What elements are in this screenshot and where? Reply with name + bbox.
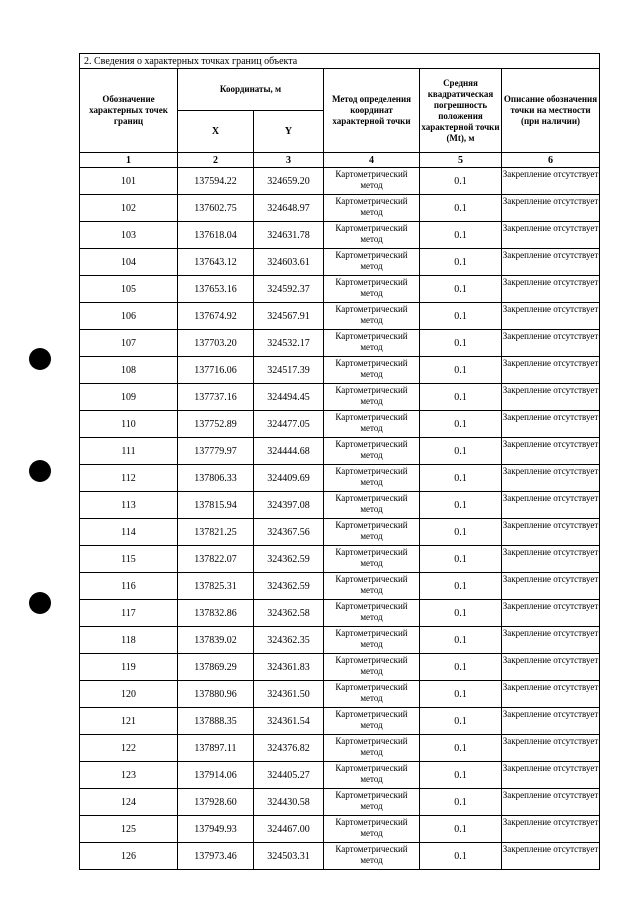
cell-accuracy: 0.1 [420, 735, 502, 762]
cell-y: 324631.78 [254, 222, 324, 249]
cell-point-id: 120 [80, 681, 178, 708]
cell-x: 137914.06 [178, 762, 254, 789]
cell-accuracy: 0.1 [420, 276, 502, 303]
table-row [80, 762, 600, 789]
cell-point-id: 105 [80, 276, 178, 303]
cell-description: Закрепление отсутствует [502, 735, 600, 762]
cell-method: Картометрический метод [324, 276, 420, 303]
cell-point-id: 123 [80, 762, 178, 789]
cell-accuracy: 0.1 [420, 600, 502, 627]
cell-method: Картометрический метод [324, 168, 420, 195]
table-row [80, 627, 600, 654]
cell-x: 137888.35 [178, 708, 254, 735]
table-row [80, 546, 600, 573]
cell-method: Картометрический метод [324, 222, 420, 249]
cell-y: 324409.69 [254, 465, 324, 492]
header-point: Обозначение характерных точек границ [80, 69, 178, 153]
section-title: 2. Сведения о характерных точках границ объекта [80, 54, 600, 69]
table-row [80, 708, 600, 735]
cell-x: 137779.97 [178, 438, 254, 465]
cell-y: 324361.83 [254, 654, 324, 681]
cell-point-id: 111 [80, 438, 178, 465]
column-number: 1 [80, 153, 178, 168]
cell-x: 137832.86 [178, 600, 254, 627]
cell-description: Закрепление отсутствует [502, 519, 600, 546]
cell-accuracy: 0.1 [420, 681, 502, 708]
cell-description: Закрепление отсутствует [502, 492, 600, 519]
cell-method: Картометрический метод [324, 465, 420, 492]
table-row [80, 789, 600, 816]
cell-point-id: 106 [80, 303, 178, 330]
cell-y: 324362.59 [254, 573, 324, 600]
cell-method: Картометрический метод [324, 249, 420, 276]
header-coords: Координаты, м [178, 69, 324, 111]
cell-method: Картометрический метод [324, 843, 420, 870]
cell-accuracy: 0.1 [420, 168, 502, 195]
cell-y: 324362.58 [254, 600, 324, 627]
cell-y: 324517.39 [254, 357, 324, 384]
table-row [80, 438, 600, 465]
cell-description: Закрепление отсутствует [502, 195, 600, 222]
cell-method: Картометрический метод [324, 519, 420, 546]
column-numbers-row [80, 153, 600, 168]
cell-accuracy: 0.1 [420, 843, 502, 870]
cell-description: Закрепление отсутствует [502, 465, 600, 492]
cell-point-id: 122 [80, 735, 178, 762]
cell-description: Закрепление отсутствует [502, 708, 600, 735]
cell-point-id: 112 [80, 465, 178, 492]
cell-y: 324592.37 [254, 276, 324, 303]
cell-x: 137752.89 [178, 411, 254, 438]
cell-y: 324444.68 [254, 438, 324, 465]
cell-x: 137839.02 [178, 627, 254, 654]
cell-x: 137602.75 [178, 195, 254, 222]
cell-accuracy: 0.1 [420, 627, 502, 654]
header-method: Метод определения координат характерной точки [324, 69, 420, 153]
table-row [80, 519, 600, 546]
cell-method: Картометрический метод [324, 195, 420, 222]
cell-point-id: 125 [80, 816, 178, 843]
cell-y: 324477.05 [254, 411, 324, 438]
cell-description: Закрепление отсутствует [502, 600, 600, 627]
cell-description: Закрепление отсутствует [502, 573, 600, 600]
cell-method: Картометрический метод [324, 789, 420, 816]
cell-description: Закрепление отсутствует [502, 627, 600, 654]
cell-y: 324361.50 [254, 681, 324, 708]
table-row [80, 249, 600, 276]
cell-y: 324659.20 [254, 168, 324, 195]
binder-hole [29, 592, 51, 614]
cell-description: Закрепление отсутствует [502, 762, 600, 789]
cell-x: 137643.12 [178, 249, 254, 276]
cell-description: Закрепление отсутствует [502, 303, 600, 330]
cell-point-id: 113 [80, 492, 178, 519]
cell-description: Закрепление отсутствует [502, 546, 600, 573]
cell-x: 137653.16 [178, 276, 254, 303]
table-row [80, 222, 600, 249]
boundary-points-table [79, 53, 600, 870]
cell-accuracy: 0.1 [420, 303, 502, 330]
cell-y: 324362.59 [254, 546, 324, 573]
cell-accuracy: 0.1 [420, 654, 502, 681]
cell-accuracy: 0.1 [420, 195, 502, 222]
table-row [80, 816, 600, 843]
cell-method: Картометрический метод [324, 303, 420, 330]
cell-point-id: 124 [80, 789, 178, 816]
cell-x: 137928.60 [178, 789, 254, 816]
cell-point-id: 109 [80, 384, 178, 411]
cell-description: Закрепление отсутствует [502, 654, 600, 681]
table-row [80, 492, 600, 519]
cell-method: Картометрический метод [324, 654, 420, 681]
cell-accuracy: 0.1 [420, 465, 502, 492]
cell-method: Картометрический метод [324, 546, 420, 573]
cell-accuracy: 0.1 [420, 816, 502, 843]
cell-x: 137716.06 [178, 357, 254, 384]
cell-x: 137594.22 [178, 168, 254, 195]
table-row [80, 681, 600, 708]
table-row [80, 411, 600, 438]
cell-method: Картометрический метод [324, 384, 420, 411]
cell-x: 137949.93 [178, 816, 254, 843]
cell-y: 324648.97 [254, 195, 324, 222]
table-row [80, 168, 600, 195]
cell-accuracy: 0.1 [420, 789, 502, 816]
cell-description: Закрепление отсутствует [502, 249, 600, 276]
cell-point-id: 108 [80, 357, 178, 384]
cell-point-id: 118 [80, 627, 178, 654]
header-y: Y [254, 111, 324, 153]
table-row [80, 600, 600, 627]
table-row [80, 573, 600, 600]
cell-x: 137806.33 [178, 465, 254, 492]
cell-point-id: 107 [80, 330, 178, 357]
cell-accuracy: 0.1 [420, 411, 502, 438]
cell-accuracy: 0.1 [420, 438, 502, 465]
cell-y: 324362.35 [254, 627, 324, 654]
cell-method: Картометрический метод [324, 735, 420, 762]
table-body [80, 168, 600, 870]
cell-x: 137825.31 [178, 573, 254, 600]
table-row [80, 195, 600, 222]
column-number: 6 [502, 153, 600, 168]
cell-point-id: 117 [80, 600, 178, 627]
cell-x: 137973.46 [178, 843, 254, 870]
cell-point-id: 101 [80, 168, 178, 195]
cell-accuracy: 0.1 [420, 249, 502, 276]
table-row [80, 357, 600, 384]
cell-description: Закрепление отсутствует [502, 681, 600, 708]
cell-y: 324430.58 [254, 789, 324, 816]
cell-description: Закрепление отсутствует [502, 843, 600, 870]
cell-x: 137897.11 [178, 735, 254, 762]
table-row [80, 330, 600, 357]
cell-accuracy: 0.1 [420, 762, 502, 789]
cell-description: Закрепление отсутствует [502, 168, 600, 195]
cell-x: 137618.04 [178, 222, 254, 249]
cell-accuracy: 0.1 [420, 384, 502, 411]
cell-method: Картометрический метод [324, 600, 420, 627]
cell-method: Картометрический метод [324, 627, 420, 654]
cell-accuracy: 0.1 [420, 222, 502, 249]
binder-hole [29, 348, 51, 370]
cell-method: Картометрический метод [324, 438, 420, 465]
cell-method: Картометрический метод [324, 762, 420, 789]
cell-y: 324494.45 [254, 384, 324, 411]
cell-x: 137815.94 [178, 492, 254, 519]
cell-description: Закрепление отсутствует [502, 411, 600, 438]
cell-y: 324397.08 [254, 492, 324, 519]
cell-description: Закрепление отсутствует [502, 816, 600, 843]
cell-description: Закрепление отсутствует [502, 384, 600, 411]
cell-method: Картометрический метод [324, 357, 420, 384]
cell-description: Закрепление отсутствует [502, 330, 600, 357]
table-row [80, 384, 600, 411]
cell-x: 137737.16 [178, 384, 254, 411]
cell-x: 137703.20 [178, 330, 254, 357]
cell-accuracy: 0.1 [420, 519, 502, 546]
cell-accuracy: 0.1 [420, 708, 502, 735]
document-page [79, 53, 599, 870]
cell-method: Картометрический метод [324, 681, 420, 708]
cell-y: 324503.31 [254, 843, 324, 870]
cell-point-id: 126 [80, 843, 178, 870]
cell-point-id: 116 [80, 573, 178, 600]
cell-accuracy: 0.1 [420, 546, 502, 573]
cell-point-id: 114 [80, 519, 178, 546]
table-row [80, 276, 600, 303]
cell-method: Картометрический метод [324, 330, 420, 357]
column-number: 3 [254, 153, 324, 168]
cell-description: Закрепление отсутствует [502, 276, 600, 303]
cell-point-id: 119 [80, 654, 178, 681]
cell-x: 137821.25 [178, 519, 254, 546]
cell-description: Закрепление отсутствует [502, 438, 600, 465]
column-number: 4 [324, 153, 420, 168]
binder-hole [29, 460, 51, 482]
cell-accuracy: 0.1 [420, 330, 502, 357]
cell-accuracy: 0.1 [420, 357, 502, 384]
table-row [80, 843, 600, 870]
cell-y: 324603.61 [254, 249, 324, 276]
cell-point-id: 115 [80, 546, 178, 573]
cell-description: Закрепление отсутствует [502, 222, 600, 249]
table-row [80, 465, 600, 492]
cell-y: 324532.17 [254, 330, 324, 357]
cell-y: 324405.27 [254, 762, 324, 789]
cell-accuracy: 0.1 [420, 492, 502, 519]
cell-method: Картометрический метод [324, 492, 420, 519]
header-accuracy: Средняя квадратическая погрешность положения характерной точки (Mt), м [420, 69, 502, 153]
column-number: 5 [420, 153, 502, 168]
cell-point-id: 102 [80, 195, 178, 222]
cell-point-id: 104 [80, 249, 178, 276]
cell-x: 137674.92 [178, 303, 254, 330]
cell-y: 324467.00 [254, 816, 324, 843]
cell-y: 324361.54 [254, 708, 324, 735]
cell-point-id: 103 [80, 222, 178, 249]
cell-y: 324367.56 [254, 519, 324, 546]
cell-point-id: 121 [80, 708, 178, 735]
cell-method: Картометрический метод [324, 816, 420, 843]
header-x: X [178, 111, 254, 153]
table-row [80, 303, 600, 330]
cell-description: Закрепление отсутствует [502, 357, 600, 384]
cell-accuracy: 0.1 [420, 573, 502, 600]
cell-point-id: 110 [80, 411, 178, 438]
header-description: Описание обозначения точки на местности (при наличии) [502, 69, 600, 153]
cell-description: Закрепление отсутствует [502, 789, 600, 816]
table-row [80, 735, 600, 762]
table-row [80, 654, 600, 681]
column-number: 2 [178, 153, 254, 168]
cell-x: 137869.29 [178, 654, 254, 681]
cell-method: Картометрический метод [324, 573, 420, 600]
cell-x: 137822.07 [178, 546, 254, 573]
cell-method: Картометрический метод [324, 411, 420, 438]
cell-y: 324376.82 [254, 735, 324, 762]
cell-y: 324567.91 [254, 303, 324, 330]
cell-method: Картометрический метод [324, 708, 420, 735]
cell-x: 137880.96 [178, 681, 254, 708]
